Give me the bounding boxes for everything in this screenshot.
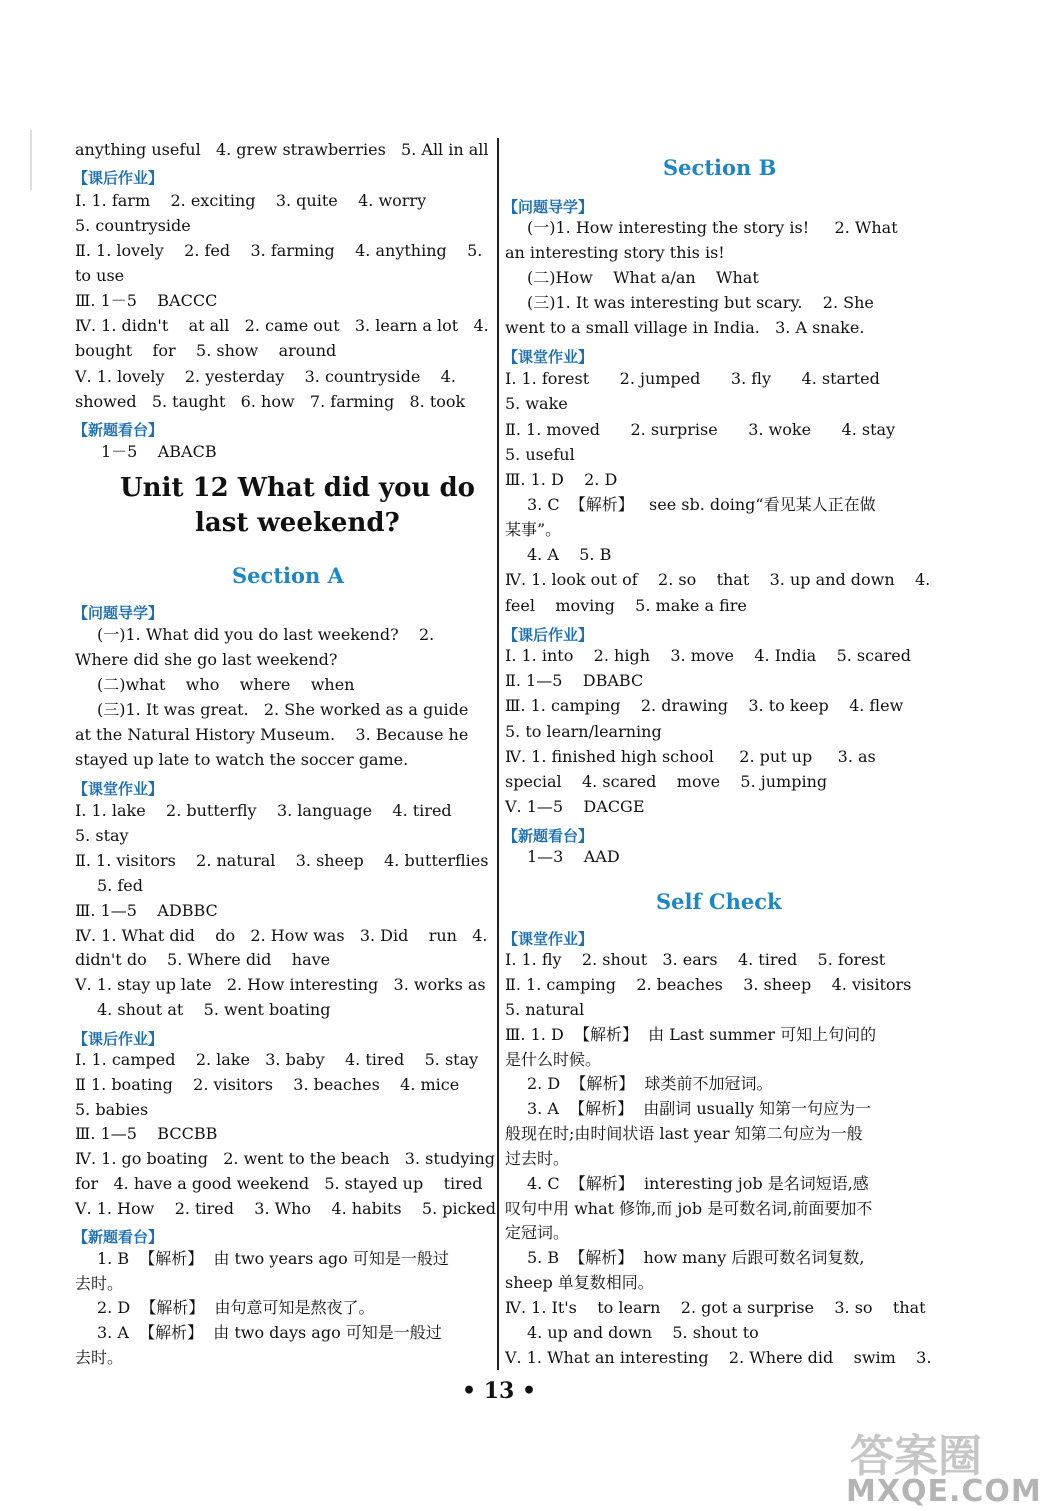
watermark-logo: [846, 1420, 1042, 1509]
answer-line: (三)1. It was great. 2. She worked as a guide: [97, 700, 469, 719]
answer-line: (二)what who where when: [97, 675, 355, 694]
answer-line: 3. A 【解析】 由副词 usually 知第一句应为一: [527, 1099, 872, 1118]
answer-line: Ⅰ. 1. into 2. high 3. move 4. India 5. scared: [505, 646, 911, 665]
answer-line: Ⅰ. 1. fly 2. shout 3. ears 4. tired 5. forest: [505, 950, 886, 969]
answer-line: Ⅳ. 1. didn't at all 2. came out 3. learn a lot 4.: [75, 316, 489, 335]
answer-line: Ⅲ. 1－5 BACCC: [75, 291, 218, 310]
answer-line: Ⅳ. 1. finished high school 2. put up 3. as: [505, 747, 876, 766]
scan-edge: [30, 130, 32, 190]
answer-line: Ⅴ. 1. How 2. tired 3. Who 4. habits 5. picked: [75, 1199, 496, 1218]
section-tag: 【课后作业】: [503, 626, 594, 644]
answer-line: Ⅴ. 1—5 DACGE: [505, 797, 645, 816]
answer-line: didn't do 5. Where did have: [75, 950, 331, 969]
section-tag: 【新题看台】: [503, 827, 594, 845]
answer-line: 2. D 【解析】 球类前不加冠词。: [527, 1074, 773, 1093]
unit-title: last weekend?: [195, 508, 400, 538]
answer-line: 2. D 【解析】 由句意可知是熬夜了。: [97, 1298, 375, 1317]
answer-line: Ⅳ. 1. look out of 2. so that 3. up and down 4.: [505, 570, 931, 589]
answer-line: (二)How What a/an What: [527, 268, 759, 287]
watermark-url: MXQE.COM: [846, 1474, 1042, 1509]
answer-line: 1－5 ABACB: [101, 442, 217, 461]
answer-line: Ⅰ. 1. farm 2. exciting 3. quite 4. worry: [75, 191, 427, 210]
section-tag: 【新题看台】: [73, 421, 164, 439]
section-heading: Self Check: [656, 889, 782, 914]
answer-line: 去时。: [75, 1348, 124, 1367]
answer-line: Ⅱ. 1. lovely 2. fed 3. farming 4. anything 5.: [75, 241, 483, 260]
answer-line: Ⅲ. 1. D 【解析】 由 Last summer 可知上句问的: [505, 1025, 877, 1044]
answer-line: 是什么时候。: [505, 1050, 602, 1069]
answer-line: Ⅱ 1. boating 2. visitors 3. beaches 4. mice: [75, 1075, 460, 1094]
answer-line: went to a small village in India. 3. A snake.: [505, 318, 865, 337]
answer-line: Ⅳ. 1. What did do 2. How was 3. Did run 4.: [75, 926, 488, 945]
answer-line: Ⅰ. 1. forest 2. jumped 3. fly 4. started: [505, 369, 880, 388]
answer-line: 5. stay: [75, 826, 129, 845]
answer-line: 5. B 【解析】 how many 后跟可数名词复数,: [527, 1248, 865, 1267]
section-tag: 【问题导学】: [73, 604, 164, 622]
section-tag: 【课堂作业】: [503, 930, 594, 948]
answer-line: Ⅴ. 1. lovely 2. yesterday 3. countryside 4.: [75, 367, 456, 386]
answer-line: Ⅱ. 1. camping 2. beaches 3. sheep 4. visitors: [505, 975, 912, 994]
answer-line: Ⅱ. 1. moved 2. surprise 3. woke 4. stay: [505, 420, 896, 439]
answer-line: 5. natural: [505, 1000, 585, 1019]
answer-line: Ⅰ. 1. lake 2. butterfly 3. language 4. tired: [75, 801, 452, 820]
answer-line: 某事”。: [505, 520, 562, 539]
answer-line: Ⅴ. 1. What an interesting 2. Where did swim 3.: [505, 1348, 932, 1367]
answer-line: an interesting story this is!: [505, 243, 725, 262]
answer-line: Ⅱ. 1. visitors 2. natural 3. sheep 4. butterflies: [75, 851, 489, 870]
answer-line: sheep 单复数相同。: [505, 1273, 654, 1292]
answer-line: 5. fed: [97, 876, 143, 895]
answer-line: for 4. have a good weekend 5. stayed up tired: [75, 1174, 483, 1193]
answer-line: 去时。: [75, 1274, 124, 1293]
answer-line: 5. useful: [505, 445, 575, 464]
watermark-cn: 答案圈: [850, 1431, 982, 1482]
section-tag: 【新题看台】: [73, 1228, 164, 1246]
answer-line: Ⅲ. 1—5 ADBBC: [75, 901, 218, 920]
column-divider: [497, 138, 499, 1370]
answer-line: (一)1. What did you do last weekend? 2.: [97, 625, 435, 644]
answer-line: to use: [75, 266, 125, 285]
answer-line: bought for 5. show around: [75, 341, 337, 360]
answer-line: (一)1. How interesting the story is! 2. What: [527, 218, 898, 237]
section-tag: 【问题导学】: [503, 198, 594, 216]
section-tag: 【课后作业】: [73, 169, 164, 187]
answer-line: 5. to learn/learning: [505, 722, 662, 741]
answer-line: 5. wake: [505, 394, 568, 413]
answer-line: showed 5. taught 6. how 7. farming 8. took: [75, 392, 466, 411]
answer-line: 4. C 【解析】 interesting job 是名词短语,感: [527, 1174, 869, 1193]
answer-line: at the Natural History Museum. 3. Because he: [75, 725, 469, 744]
answer-line: 定冠词。: [505, 1223, 570, 1242]
answer-line: 5. babies: [75, 1100, 149, 1119]
answer-line: 5. countryside: [75, 216, 191, 235]
answer-line: 3. A 【解析】 由 two days ago 可知是一般过: [97, 1323, 442, 1342]
answer-line: Ⅲ. 1. D 2. D: [505, 470, 618, 489]
answer-line: 叹句中用 what 修饰,而 job 是可数名词,前面要加不: [505, 1199, 873, 1218]
answer-line: 4. shout at 5. went boating: [97, 1000, 331, 1019]
answer-line: special 4. scared move 5. jumping: [505, 772, 828, 791]
answer-line: Ⅳ. 1. go boating 2. went to the beach 3. studying: [75, 1149, 496, 1168]
answer-line: Ⅲ. 1—5 BCCBB: [75, 1124, 218, 1143]
answer-line: Ⅴ. 1. stay up late 2. How interesting 3. works as: [75, 975, 486, 994]
section-tag: 【课后作业】: [73, 1030, 164, 1048]
answer-line: 1. B 【解析】 由 two years ago 可知是一般过: [97, 1249, 449, 1268]
answer-line: Ⅱ. 1—5 DBABC: [505, 671, 644, 690]
answer-line: Ⅳ. 1. It's to learn 2. got a surprise 3. so that: [505, 1298, 926, 1317]
section-heading: Section A: [232, 563, 344, 588]
answer-line: feel moving 5. make a fire: [505, 596, 747, 615]
answer-line: (三)1. It was interesting but scary. 2. She: [527, 293, 874, 312]
answer-line: Ⅲ. 1. camping 2. drawing 3. to keep 4. flew: [505, 696, 904, 715]
section-tag: 【课堂作业】: [73, 780, 164, 798]
page-number: • 13 •: [462, 1378, 537, 1404]
text-line: anything useful 4. grew strawberries 5. All in all: [75, 140, 489, 159]
section-tag: 【课堂作业】: [503, 348, 594, 366]
answer-line: stayed up late to watch the soccer game.: [75, 750, 409, 769]
answer-line: 4. up and down 5. shout to: [527, 1323, 759, 1342]
section-heading: Section B: [663, 155, 777, 180]
answer-line: 1—3 AAD: [527, 847, 620, 866]
answer-line: 般现在时;由时间状语 last year 知第二句应为一般: [505, 1124, 863, 1143]
answer-line: 4. A 5. B: [527, 545, 612, 564]
answer-line: Ⅰ. 1. camped 2. lake 3. baby 4. tired 5. stay: [75, 1050, 479, 1069]
answer-line: 过去时。: [505, 1149, 570, 1168]
unit-title: Unit 12 What did you do: [120, 473, 475, 503]
answer-line: 3. C 【解析】 see sb. doing“看见某人正在做: [527, 495, 876, 514]
answer-line: Where did she go last weekend?: [75, 650, 338, 669]
